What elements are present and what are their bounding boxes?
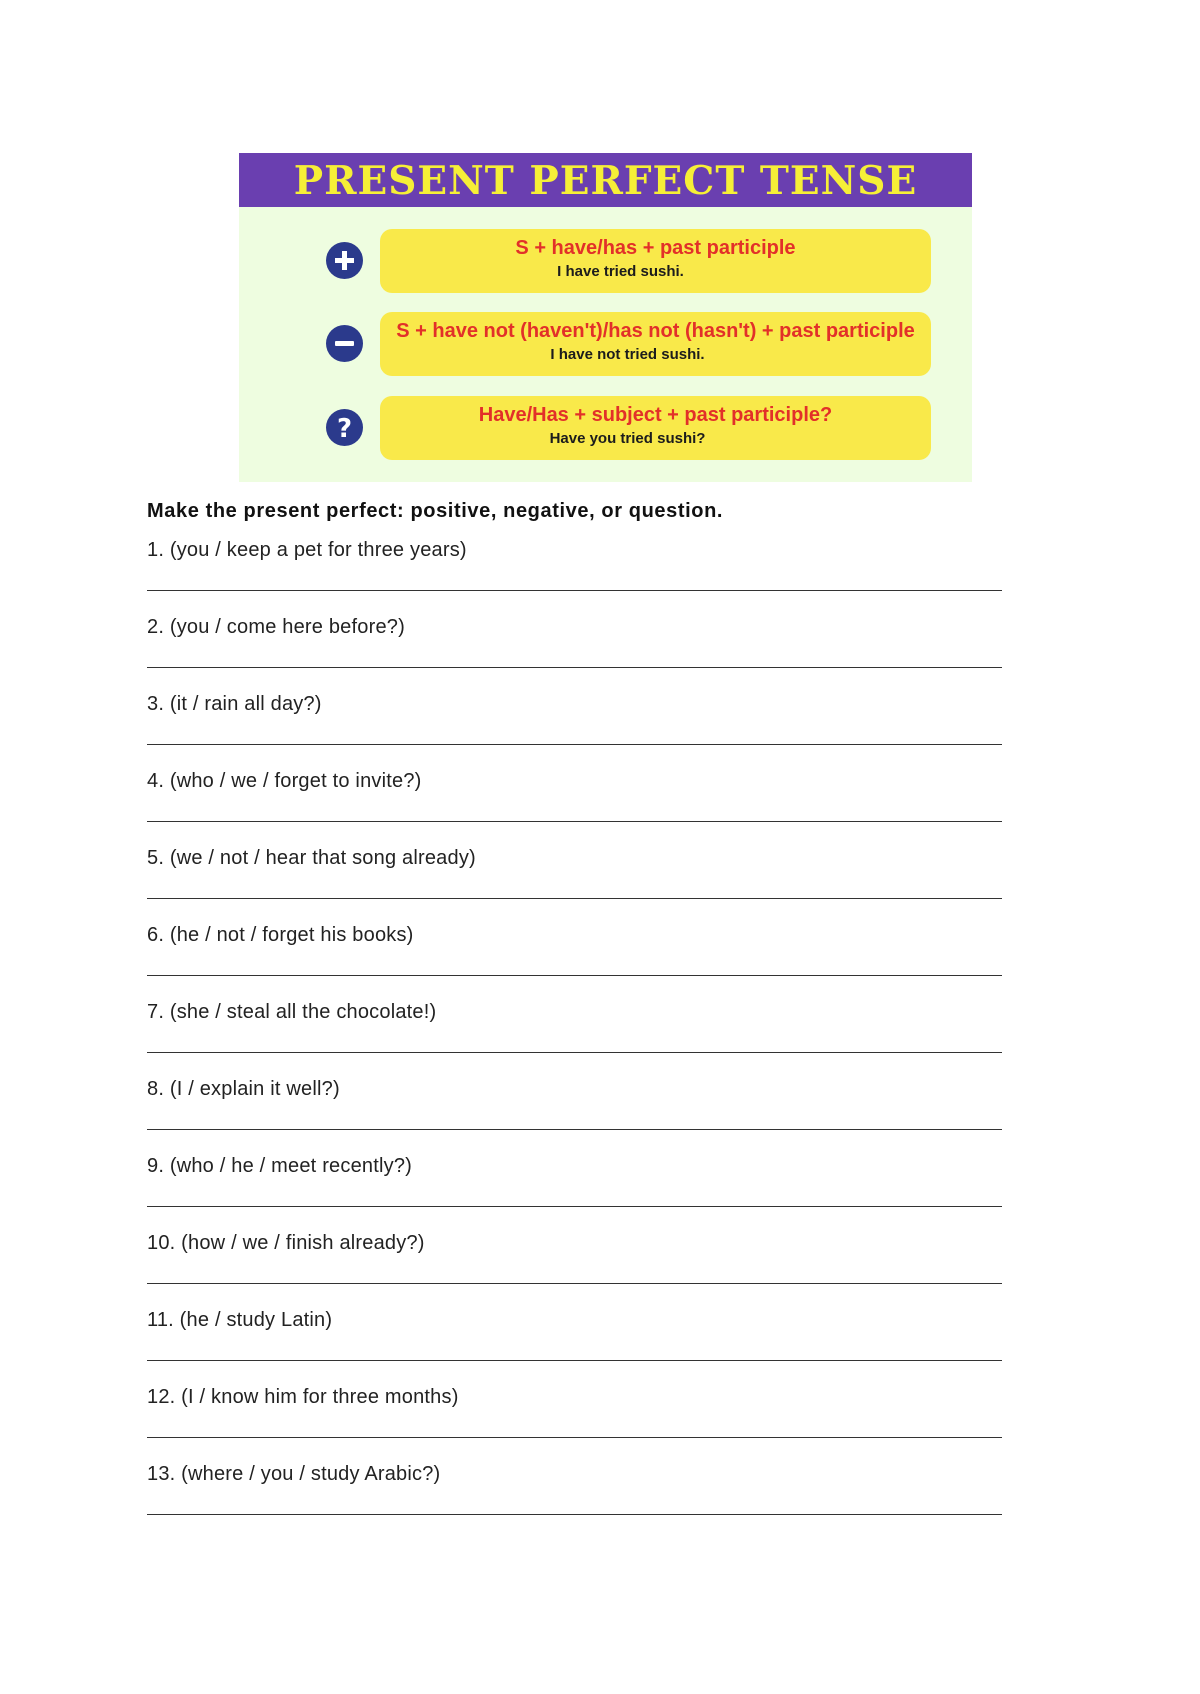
- answer-line[interactable]: [147, 898, 1002, 899]
- exercise-prompt: 13. (where / you / study Arabic?): [147, 1463, 441, 1485]
- exercise-prompt: 2. (you / come here before?): [147, 616, 405, 638]
- rule-positive-example: I have tried sushi.: [557, 263, 684, 280]
- rule-negative-box: [380, 312, 931, 376]
- exercise-item: [147, 610, 1007, 687]
- exercise-prompt: 11. (he / study Latin): [147, 1309, 333, 1331]
- answer-line[interactable]: [147, 744, 1002, 745]
- exercise-prompt: 4. (who / we / forget to invite?): [147, 770, 422, 792]
- exercise-prompt: 6. (he / not / forget his books): [147, 924, 414, 946]
- answer-line[interactable]: [147, 975, 1002, 976]
- exercise-item: [147, 1457, 1007, 1534]
- answer-line[interactable]: [147, 1052, 1002, 1053]
- exercise-item: [147, 1149, 1007, 1226]
- rule-negative: [239, 312, 972, 376]
- answer-line[interactable]: [147, 1360, 1002, 1361]
- rule-positive-formula: S + have/has + past participle: [515, 237, 796, 259]
- exercise-item: [147, 995, 1007, 1072]
- exercise-prompt: 10. (how / we / finish already?): [147, 1232, 425, 1254]
- rule-question-box: [380, 396, 931, 460]
- exercise-item: [147, 1072, 1007, 1149]
- rule-negative-example: I have not tried sushi.: [550, 346, 705, 363]
- exercise-item: [147, 1226, 1007, 1303]
- exercise-prompt: 5. (we / not / hear that song already): [147, 847, 476, 869]
- rule-negative-formula: S + have not (haven't)/has not (hasn't) + past participle: [396, 320, 915, 342]
- exercise-item: [147, 764, 1007, 841]
- grammar-banner: [239, 153, 972, 482]
- answer-line[interactable]: [147, 1129, 1002, 1130]
- banner-title: PRESENT PERFECT TENSE: [239, 153, 972, 207]
- rule-question-example: Have you tried sushi?: [549, 430, 706, 447]
- exercise-prompt: 8. (I / explain it well?): [147, 1078, 340, 1100]
- exercise-item: [147, 533, 1007, 610]
- exercise-item: [147, 1303, 1007, 1380]
- rule-positive-box: [380, 229, 931, 293]
- exercise-prompt: 7. (she / steal all the chocolate!): [147, 1001, 437, 1023]
- rule-question-formula: Have/Has + subject + past participle?: [478, 404, 833, 426]
- answer-line[interactable]: [147, 590, 1002, 591]
- exercise-instructions: Make the present perfect: positive, negative, or question.: [147, 500, 724, 522]
- exercise-prompt: 9. (who / he / meet recently?): [147, 1155, 413, 1177]
- question-sign: ?: [336, 414, 353, 444]
- answer-line[interactable]: [147, 1514, 1002, 1515]
- exercise-prompt: 12. (I / know him for three months): [147, 1386, 459, 1408]
- exercise-prompt: 1. (you / keep a pet for three years): [147, 539, 467, 561]
- answer-line[interactable]: [147, 1283, 1002, 1284]
- answer-line[interactable]: [147, 667, 1002, 668]
- answer-line[interactable]: [147, 821, 1002, 822]
- exercise-item: [147, 918, 1007, 995]
- answer-line[interactable]: [147, 1437, 1002, 1438]
- exercise-item: [147, 687, 1007, 764]
- rule-question: [239, 396, 972, 460]
- rule-positive: [239, 229, 972, 293]
- exercise-prompt: 3. (it / rain all day?): [147, 693, 322, 715]
- exercise-item: [147, 1380, 1007, 1457]
- exercise-list: [147, 533, 1007, 1534]
- answer-line[interactable]: [147, 1206, 1002, 1207]
- exercise-item: [147, 841, 1007, 918]
